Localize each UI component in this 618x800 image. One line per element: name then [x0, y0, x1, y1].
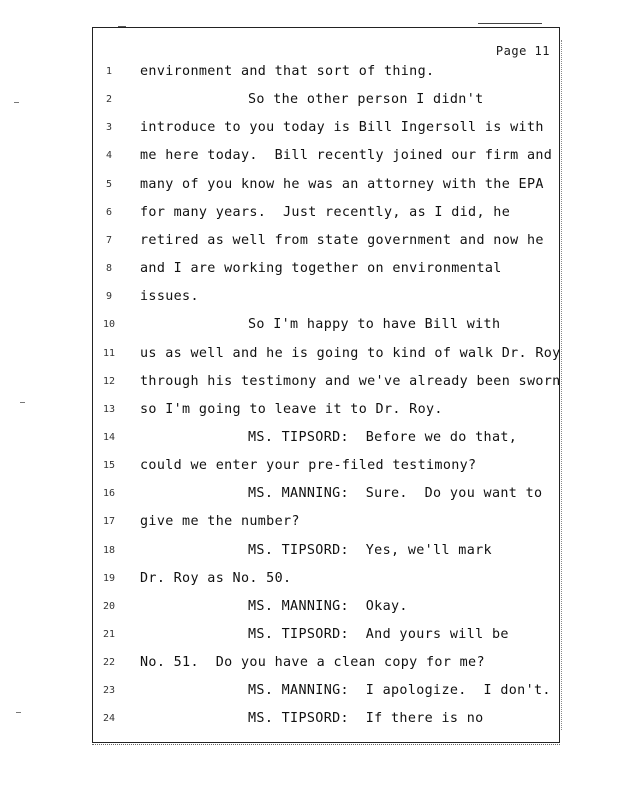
- transcript-line: for many years. Just recently, as I did, he: [140, 204, 511, 220]
- line-number: 13: [102, 403, 116, 415]
- transcript-line: environment and that sort of thing.: [140, 64, 435, 79]
- transcript-line: and I are working together on environmental: [140, 261, 502, 277]
- line-number: 3: [105, 122, 113, 134]
- line-number: 5: [105, 178, 113, 190]
- transcript-line: introduce to you today is Bill Ingersoll is with: [140, 120, 544, 136]
- transcript-line: MS. MANNING: Okay.: [248, 598, 408, 614]
- line-number: 19: [102, 572, 116, 584]
- transcript-line: MS. TIPSORD: Yes, we'll mark: [248, 542, 492, 558]
- transcript-line: No. 51. Do you have a clean copy for me?: [140, 655, 485, 671]
- margin-speck: [20, 402, 25, 403]
- line-number: 15: [102, 460, 116, 472]
- line-number: 16: [102, 488, 116, 500]
- line-number: 14: [102, 431, 116, 443]
- line-number: 4: [105, 150, 113, 162]
- transcript-line: could we enter your pre-filed testimony?: [140, 458, 477, 474]
- line-number: 24: [102, 713, 116, 725]
- line-number: 23: [102, 685, 116, 697]
- line-number: 7: [105, 234, 113, 246]
- transcript-line: issues.: [140, 289, 199, 305]
- line-number: 12: [102, 375, 116, 387]
- line-number: 18: [102, 544, 116, 556]
- page-number: Page 11: [495, 44, 550, 58]
- transcript-line: Dr. Roy as No. 50.: [140, 570, 292, 586]
- transcript-line: retired as well from state government and now he: [140, 232, 544, 248]
- line-number: 17: [102, 516, 116, 528]
- transcript-line: many of you know he was an attorney with the EPA: [140, 176, 544, 192]
- line-number: 10: [102, 319, 116, 331]
- transcript-line: So the other person I didn't: [248, 92, 484, 108]
- transcript-line: MS. TIPSORD: If there is no: [248, 711, 484, 727]
- page-footer-rule: [92, 744, 560, 749]
- transcript-line: So I'm happy to have Bill with: [248, 317, 501, 333]
- line-number: 21: [102, 629, 116, 640]
- top-header-mark: [478, 23, 542, 24]
- line-number: 8: [105, 263, 113, 275]
- transcript-line: MS. MANNING: Sure. Do you want to: [248, 486, 543, 502]
- transcript-line: give me the number?: [140, 514, 300, 530]
- transcript-line: MS. TIPSORD: Before we do that,: [248, 429, 518, 445]
- margin-speck: [16, 712, 21, 713]
- line-number: 6: [105, 206, 113, 218]
- transcript-line: me here today. Bill recently joined our firm and: [140, 148, 553, 164]
- transcript-line: MS. MANNING: I apologize. I don't.: [248, 683, 551, 699]
- line-number: 11: [102, 347, 116, 359]
- line-number: 22: [102, 657, 116, 669]
- line-number: 2: [105, 94, 113, 106]
- transcript-line: us as well and he is going to kind of walk Dr. Roy: [140, 345, 561, 361]
- transcript-line: so I'm going to leave it to Dr. Roy.: [140, 401, 443, 417]
- line-number: 20: [102, 600, 116, 612]
- right-margin-rule: [561, 40, 562, 730]
- line-number: 1: [105, 66, 113, 77]
- transcript-line: through his testimony and we've already been sworn: [140, 373, 561, 389]
- transcript-line: MS. TIPSORD: And yours will be: [248, 627, 509, 642]
- line-number: 9: [105, 291, 113, 303]
- margin-speck: [14, 102, 19, 103]
